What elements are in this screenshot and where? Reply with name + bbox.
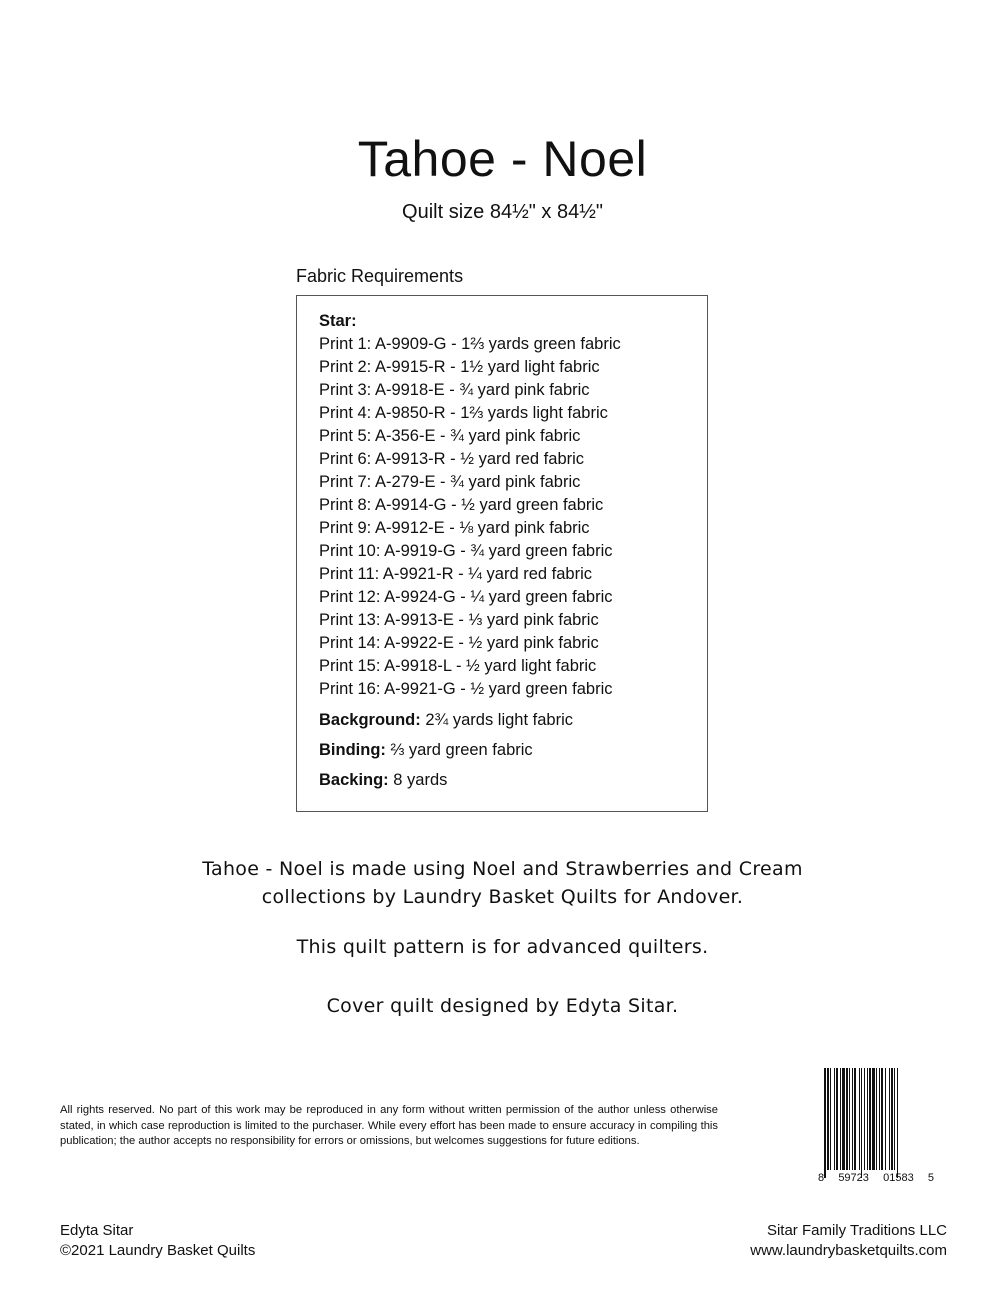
backing-requirement xyxy=(319,769,621,792)
barcode-lead-digit: 8 xyxy=(818,1172,825,1184)
barcode-bar xyxy=(849,1068,850,1170)
fabric-requirements-label: Fabric Requirements xyxy=(296,266,464,286)
barcode-bar xyxy=(846,1068,848,1170)
barcode-bar xyxy=(894,1068,895,1170)
website-link[interactable]: www.laundrybasketquilts.com xyxy=(750,1242,947,1259)
collection-line-1: Tahoe - Noel is made using Noel and Strawberries and Cream xyxy=(202,858,803,880)
collection-description xyxy=(0,855,1005,911)
barcode-bar xyxy=(836,1068,838,1170)
footer-left xyxy=(60,1221,255,1261)
barcode-bar xyxy=(840,1068,841,1170)
barcode-bar xyxy=(867,1068,868,1170)
barcode-bar xyxy=(830,1068,831,1170)
barcode-left-group: 59723 xyxy=(838,1172,869,1184)
barcode-bar xyxy=(864,1068,865,1170)
barcode-bar xyxy=(869,1068,871,1170)
barcode-bar xyxy=(834,1068,835,1170)
print-item: Print 7: A-279-E - ¾ yard pink fabric xyxy=(319,473,581,491)
print-item: Print 6: A-9913-R - ½ yard red fabric xyxy=(319,450,585,468)
barcode-bar xyxy=(861,1068,862,1178)
print-item: Print 13: A-9913-E - ⅓ yard pink fabric xyxy=(319,611,599,629)
binding-requirement xyxy=(319,739,621,762)
barcode-bar xyxy=(859,1068,860,1170)
barcode-bar xyxy=(854,1068,856,1170)
copyright-line: ©2021 Laundry Basket Quilts xyxy=(60,1242,256,1259)
print-item: Print 3: A-9918-E - ¾ yard pink fabric xyxy=(319,381,590,399)
barcode-right-group: 01583 xyxy=(883,1172,914,1184)
print-item: Print 16: A-9921-G - ½ yard green fabric xyxy=(319,680,613,698)
background-requirement xyxy=(319,709,621,732)
backing-label: Backing: xyxy=(319,771,389,789)
barcode-bars xyxy=(820,1068,930,1186)
background-value: 2¾ yards light fabric xyxy=(420,711,574,729)
barcode-bar xyxy=(881,1068,883,1170)
print-item: Print 10: A-9919-G - ¾ yard green fabric xyxy=(319,542,613,560)
barcode-bar xyxy=(824,1068,826,1178)
print-item: Print 8: A-9914-G - ½ yard green fabric xyxy=(319,496,604,514)
page-title: Tahoe - Noel xyxy=(357,131,648,187)
print-item: Print 1: A-9909-G - 1⅔ yards green fabric xyxy=(319,335,621,353)
quilt-size: Quilt size 84½" x 84½" xyxy=(402,201,603,223)
barcode-bar xyxy=(876,1068,877,1170)
star-heading: Star: xyxy=(319,312,357,330)
binding-value: ⅔ yard green fabric xyxy=(385,741,533,759)
collection-line-2: collections by Laundry Basket Quilts for Andover. xyxy=(261,886,744,908)
backing-value: 8 yards xyxy=(388,771,448,789)
barcode-bar xyxy=(885,1068,886,1170)
print-item: Print 11: A-9921-R - ¼ yard red fabric xyxy=(319,565,592,583)
skill-level: This quilt pattern is for advanced quilters. xyxy=(296,936,709,958)
barcode-bar xyxy=(889,1068,890,1170)
print-item: Print 4: A-9850-R - 1⅔ yards light fabric xyxy=(319,404,608,422)
print-item: Print 2: A-9915-R - 1½ yard light fabric xyxy=(319,358,600,376)
barcode xyxy=(820,1068,930,1186)
barcode-bar xyxy=(872,1068,875,1170)
barcode-bar xyxy=(842,1068,845,1170)
background-label: Background: xyxy=(319,711,421,729)
print-item: Print 5: A-356-E - ¾ yard pink fabric xyxy=(319,427,581,445)
fabric-requirements-list xyxy=(319,310,621,792)
barcode-check-digit: 5 xyxy=(927,1172,934,1184)
print-item: Print 9: A-9912-E - ⅛ yard pink fabric xyxy=(319,519,590,537)
barcode-bar xyxy=(891,1068,893,1170)
print-item: Print 12: A-9924-G - ¼ yard green fabric xyxy=(319,588,613,606)
barcode-bar xyxy=(827,1068,829,1170)
company-name: Sitar Family Traditions LLC xyxy=(766,1222,947,1239)
copyright-notice: All rights reserved. No part of this work may be reproduced in any form without written permission of the author unless otherwise stated, in which case reproduction is limited to the purchaser. While every effort has been made to ensure accuracy in compiling this publication; the author accepts no responsibility for errors or omissions, but welcomes suggestions for future editions. xyxy=(60,1104,718,1147)
print-list xyxy=(319,333,621,701)
barcode-bar xyxy=(852,1068,853,1170)
print-item: Print 14: A-9922-E - ½ yard pink fabric xyxy=(319,634,599,652)
barcode-bar xyxy=(897,1068,898,1178)
barcode-bar xyxy=(879,1068,880,1170)
designer-credit: Cover quilt designed by Edyta Sitar. xyxy=(326,995,679,1017)
author-name: Edyta Sitar xyxy=(60,1222,134,1239)
binding-label: Binding: xyxy=(319,741,386,759)
fabric-requirements-box xyxy=(296,295,708,812)
barcode-digits xyxy=(818,1172,934,1184)
print-item: Print 15: A-9918-L - ½ yard light fabric xyxy=(319,657,597,675)
footer-right xyxy=(750,1221,947,1261)
